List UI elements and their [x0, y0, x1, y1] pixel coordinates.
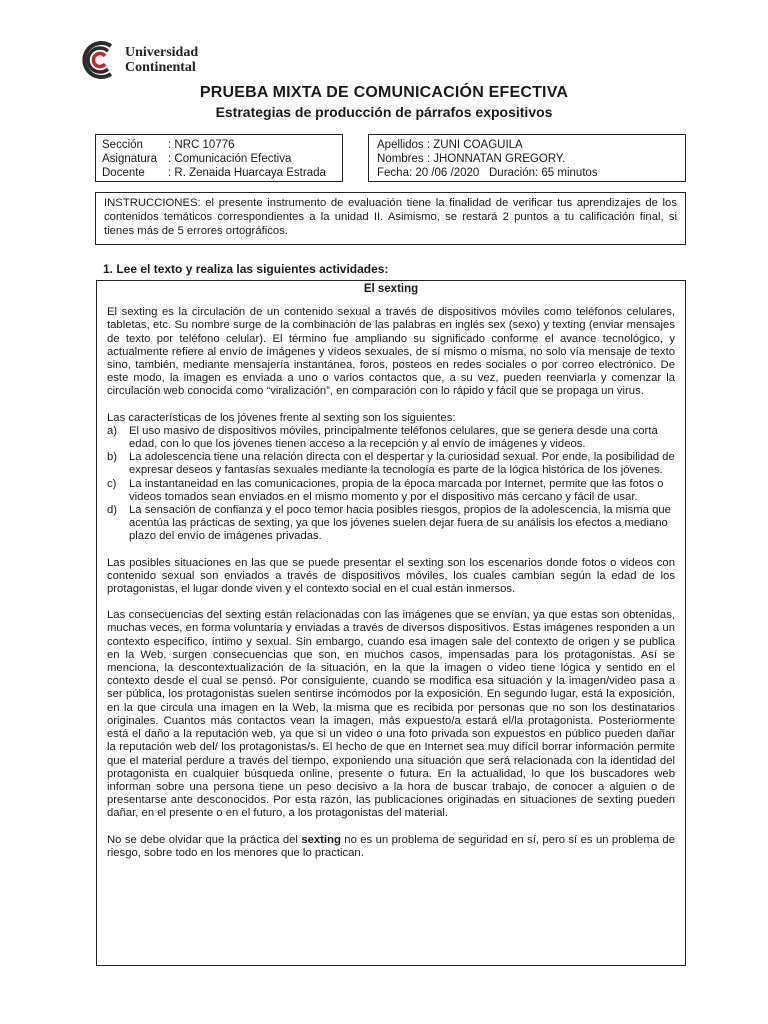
exam-subtitle: Estrategias de producción de párrafos expositivos [215, 104, 553, 120]
course-info-box [95, 134, 343, 182]
section-label: Sección [102, 139, 143, 151]
section-row [102, 138, 336, 152]
reading-title: El sexting [363, 283, 419, 295]
list-intro: Las características de los jóvenes frente al sexting son los siguientes: [107, 411, 456, 424]
paragraph-4-bold-term: sexting [301, 833, 341, 846]
date-line: Fecha: 20 /06 /2020 [377, 167, 480, 179]
paragraph-2: Las posibles situaciones en las que se puede presentar el sexting son los escenarios donde fotos o videos con contenido sexual son enviados a través de dispositivos móviles, los cuales cambian según la edad de los protagonistas, el lugar donde viven y el contexto social en el cual están inmersos. [107, 556, 675, 596]
list-item-text: La sensación de confianza y el poco temor hacia posibles riesgos, propios de la adolescencia, la misma que acentúa las prácticas de sexting, ya que los jóvenes suelen dejar fuera de su análisis los efectos a mediano plazo del envío de imágenes privadas. [129, 504, 671, 543]
list-item-text: La adolescencia tiene una relación directa con el despertar y la curiosidad sexual. Por ende, la posibilidad de expresar deseos y fantasías sexuales mediante la tecnología es parte de la lógica histórica de los jóvenes. [129, 451, 675, 477]
list-item-text: El uso masivo de dispositivos móviles, principalmente teléfonos celulares, que se genera desde una corta edad, con lo que los jóvenes tienen acceso a la recepción y al envío de imágenes y videos. [129, 424, 658, 451]
list-item-marker: a) [107, 424, 118, 437]
names-line: Nombres : JHONNATAN GREGORY. [377, 153, 566, 165]
characteristics-list [107, 412, 675, 544]
list-item [107, 504, 675, 544]
teacher-label: Docente [102, 167, 145, 179]
teacher-value: : R. Zenaida Huarcaya Estrada [168, 167, 326, 179]
paragraph-3: Las consecuencias del sexting están relacionadas con las imágenes que se envían, ya que estas son obtenidas, muchas veces, en forma voluntaria y enviadas a través de diversos dispositivos. Estas imágenes responden a un contexto específico, íntimo y sexual. Sin embargo, cuando esa imagen sale del contexto de origen y se publica en la Web, surgen consecuencias que son, en muchos casos, impensadas para los protagonistas. Así se menciona, la descontextualización de la situación, en la que la imagen o video tiene lógica y sentido en el contexto desde el cual se pensó. Por consiguiente, cuando se modifica esa situación y la imagen/video pasa a ser pública, los protagonistas suelen sentirse incómodos por la exposición. En segundo lugar, está la exposición, en la que circula una imagen en la Web, la misma que es recibida por personas que no son los destinatarios originales. Cuantos más contactos vean la imagen, más expuesto/a estará el/la protagonista. Posteriormente está el daño a la reputación web, ya que si un video o una foto privada son expuestos en público pueden dañar la reputación web del/ los protagonistas/s. El hecho de que en Internet sea muy difícil borrar información permite que el material perdure a través del tiempo, exponiendo una situación que será relacionada con la identidad del protagonista en cualquier búsqueda online, presente o futura. En la actualidad, lo que los buscadores web informan sobre una persona tiene un peso decisivo a la hora de buscar trabajo, de conocer a alguien o de presentarse ante desconocidos. Por esta razón, las publicaciones originadas en situaciones de sexting pueden dañar, en el presente o en el futuro, a los protagonistas del material. [107, 609, 675, 820]
subject-value: : Comunicación Efectiva [168, 153, 292, 165]
logo-line-2: Continental [125, 60, 196, 75]
paragraph-1: El sexting es la circulación de un contenido sexual a través de dispositivos móviles como teléfonos celulares, tabletas, etc. Su nombre surge de la combinación de las palabras en inglés sex (sexo) y texting (enviar mensajes de texto por teléfono celular). El término fue ampliando su significado conforme el avance tecnológico, y actualmente refiere al envío de imágenes y vídeos sexuales, de sí mismo o misma, no solo vía mensaje de texto sino, también, mediante mensajería instantánea, foros, posteos en redes sociales o por correo electrónico. De este modo, la imagen es enviada a uno o varios contactos que, a su vez, pueden reenviarla y comenzar la circulación web conocida como “viralización”, en comparación con lo rápido y fácil que se propaga un virus. [107, 306, 675, 398]
section-value: : NRC 10776 [168, 139, 235, 151]
surname-line: Apellidos : ZUNI COAGUILA [377, 139, 523, 151]
list-item [107, 425, 675, 451]
university-logo-mark-icon [75, 40, 115, 80]
exam-title: PRUEBA MIXTA DE COMUNICACIÓN EFECTIVA [199, 84, 569, 101]
list-item [107, 478, 675, 504]
list-item-text: La instantaneidad en las comunicaciones, propia de la época marcada por Internet, permite que las fotos o videos tomados sean enviados en el mismo momento y por el dispositivo más cercano y fácil de usar. [129, 477, 664, 503]
university-logo [75, 40, 198, 80]
list-item [107, 451, 675, 477]
list-item-marker: b) [107, 451, 118, 464]
paragraph-4-start: No se debe olvidar que la práctica del [107, 833, 302, 846]
date-duration-row [377, 166, 677, 180]
list-item-marker: d) [107, 504, 118, 517]
reading-box [96, 280, 686, 966]
activity-heading: 1. Lee el texto y realiza las siguientes actividades: [103, 262, 389, 276]
subject-label: Asignatura [102, 153, 157, 165]
student-info-box [368, 134, 686, 182]
list-item-marker: c) [107, 477, 117, 490]
instructions-box: INSTRUCCIONES: el presente instrumento de evaluación tiene la finalidad de verificar tus aprendizajes de los contenidos temáticos correspondientes a la unidad II. Asimismo, se restará 2 puntos a tu calificación final, si tienes más de 5 errores ortográficos. [95, 192, 686, 245]
paragraph-4 [107, 834, 675, 860]
logo-line-1: Universidad [125, 45, 199, 60]
paragraph-4-end: no es un problema de seguridad en sí, pero sí es un problema de riesgo, sobre todo en los menores que lo practican. [107, 833, 675, 859]
subject-row [102, 152, 336, 166]
teacher-row [102, 166, 336, 180]
duration-line: Duración: 65 minutos [489, 167, 598, 179]
